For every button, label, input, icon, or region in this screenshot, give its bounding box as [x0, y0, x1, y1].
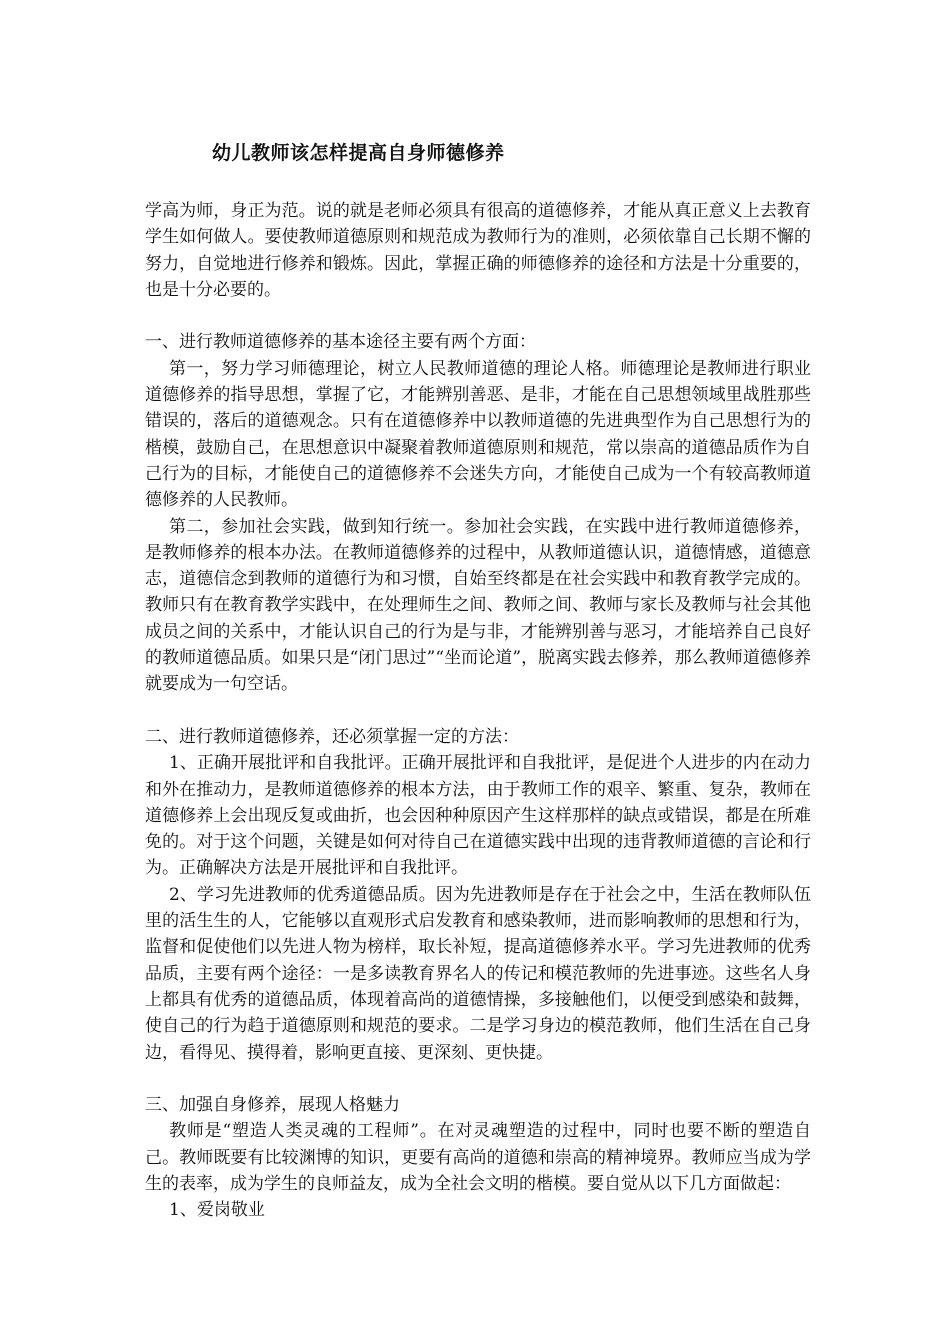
document-body	[145, 198, 811, 1224]
subheading-love-job: 1、爱岗敬业	[169, 1200, 265, 1221]
paragraph-method-1: 1、正确开展批评和自我批评。正确开展批评和自我批评，是促进个人进步的内在动力和外在推动力，是教师道德修养的根本方法，由于教师工作的艰辛、繁重、复杂，教师在道德修养上会出现反复或曲折，也会因种种原因产生这样那样的缺点或错误，都是在所难免的。对于这个问题，关键是如何对待自己在道德实践中出现的违背教师道德的言论和行为。正确解决方法是开展批评和自我批评。	[145, 753, 811, 879]
paragraph-teacher-role: 教师是“塑造人类灵魂的工程师”。在对灵魂塑造的过程中，同时也要不断的塑造自己。教师既要有比较渊博的知识，更要有高尚的道德和崇高的精神境界。教师应当成为学生的表率，成为学生的良师益友，成为全社会文明的楷模。要自觉从以下几方面做起：	[145, 1121, 811, 1194]
document-title: 幼儿教师该怎样提高自身师德修养	[212, 142, 505, 164]
paragraph-way-2: 第二，参加社会实践，做到知行统一。参加社会实践，在实践中进行教师道德修养，是教师修养的根本办法。在教师道德修养的过程中，从教师道德认识，道德情感，道德意志，道德信念到教师的道德行为和习惯，自始至终都是在社会实践中和教育教学完成的。教师只有在教育教学实践中，在处理师生之间、教师之间、教师与家长及教师与社会其他成员之间的关系中，才能认识自己的行为是与非，才能辨别善与恶习，才能培养自己良好的教师道德品质。如果只是“闭门思过”“坐而论道”，脱离实践去修养，那么教师道德修养就要成为一句空话。	[145, 516, 811, 695]
paragraph-method-2: 2、学习先进教师的优秀道德品质。因为先进教师是存在于社会之中，生活在教师队伍里的活生生的人，它能够以直观形式启发教育和感染教师，进而影响教师的思想和行为，监督和促使他们以先进人物为榜样，取长补短，提高道德修养水平。学习先进教师的优秀品质，主要有两个途径：一是多读教育界名人的传记和模范教师的先进事迹。这些名人身上都具有优秀的道德品质，体现着高尚的道德情操，多接触他们，以便受到感染和鼓舞，使自己的行为趋于道德原则和规范的要求。二是学习身边的模范教师，他们生活在自己身边，看得见、摸得着，影响更直接、更深刻、更快捷。	[145, 884, 811, 1063]
intro-paragraph: 学高为师，身正为范。说的就是老师必须具有很高的道德修养，才能从真正意义上去教育学生如何做人。要使教师道德原则和规范成为教师行为的准则，必须依靠自己长期不懈的努力，自觉地进行修养和锻炼。因此，掌握正确的师德修养的途径和方法是十分重要的，也是十分必要的。	[145, 201, 811, 300]
section-heading-2: 二、进行教师道德修养，还必须掌握一定的方法：	[145, 726, 519, 747]
section-heading-3: 三、加强自身修养，展现人格魅力	[145, 1095, 400, 1116]
section-heading-1: 一、进行教师道德修养的基本途径主要有两个方面：	[145, 332, 536, 353]
paragraph-way-1: 第一，努力学习师德理论，树立人民教师道德的理论人格。师德理论是教师进行职业道德修养的指导思想，掌握了它，才能辨别善恶、是非，才能在自己思想领域里战胜那些错误的，落后的道德观念。只有在道德修养中以教师道德的先进典型作为自己思想行为的楷模，鼓励自己，在思想意识中凝聚着教师道德原则和规范，常以崇高的道德品质作为自己行为的目标，才能使自己的道德修养不会迷失方向，才能使自己成为一个有较高教师道德修养的人民教师。	[145, 358, 811, 511]
